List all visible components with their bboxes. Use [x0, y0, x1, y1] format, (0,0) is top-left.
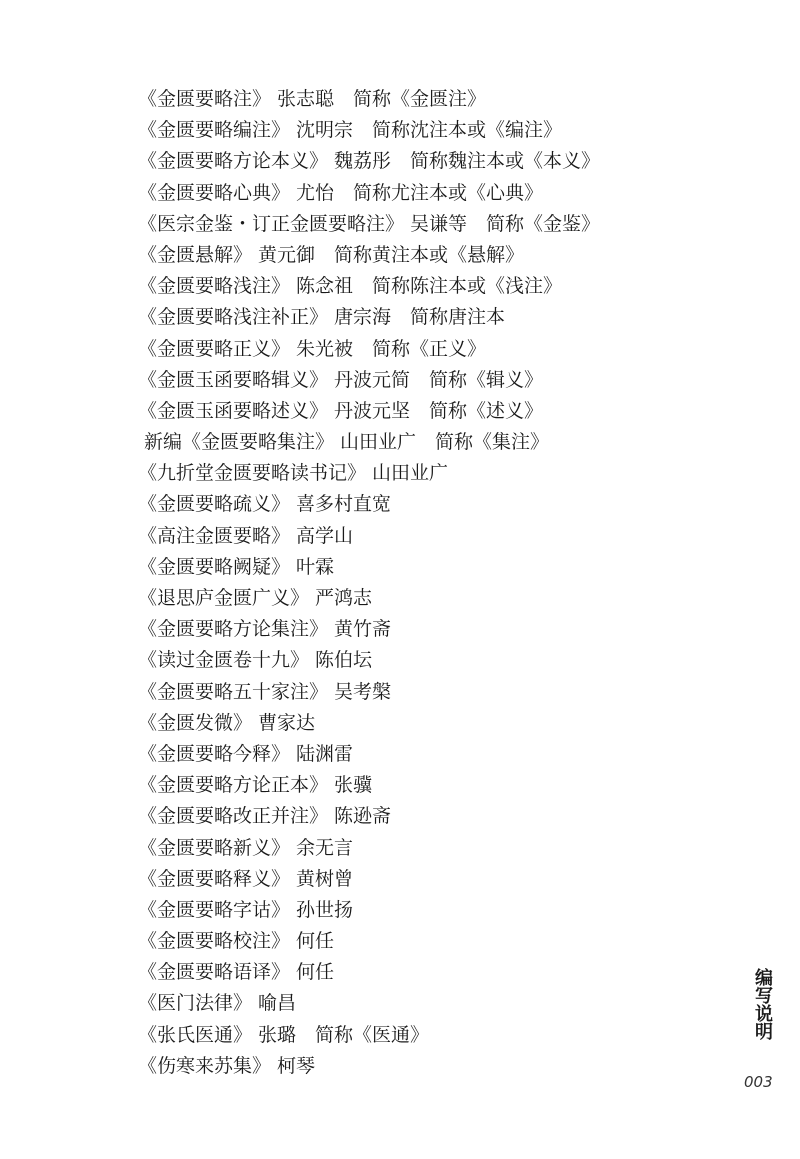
reference-entry: 《金匮要略释义》 黄树曾: [138, 867, 354, 890]
reference-entry: 《金匮要略新义》 余无言: [138, 836, 354, 859]
reference-entry: 《金匮要略注》 张志聪 简称《金匮注》: [138, 88, 487, 110]
reference-entry: 《九折堂金匮要略读书记》 山田业广: [138, 462, 449, 485]
reference-entry: 《金匮要略改正并注》 陈逊斋: [138, 805, 392, 828]
page-number: 003: [744, 1073, 773, 1091]
reference-entry: 《金匮要略方论集注》 黄竹斋: [138, 618, 392, 641]
reference-entry: 《金匮要略浅注补正》 唐宗海 简称唐注本: [138, 306, 506, 329]
reference-entry: 《金匮发微》 曹家达: [138, 711, 316, 734]
reference-entry: 《退思庐金匮广义》 严鸿志: [138, 587, 373, 609]
reference-entry: 《读过金匮卷十九》 陈伯坛: [138, 649, 373, 672]
reference-entry: 《张氏医通》 张璐 简称《医通》: [138, 1023, 430, 1046]
reference-list: [138, 84, 658, 1082]
reference-entry: 《金匮要略字诂》 孙世扬: [138, 898, 354, 921]
reference-entry: 《金匮悬解》 黄元御 简称黄注本或《悬解》: [138, 243, 525, 266]
reference-entry: 《高注金匮要略》 高学山: [138, 524, 354, 547]
section-label: 编写说明: [752, 968, 773, 1040]
reference-entry: 《医门法律》 喻昌: [138, 992, 297, 1015]
reference-entry: 《金匮要略语译》 何任: [138, 961, 335, 984]
reference-entry: 《金匮要略编注》 沈明宗 简称沈注本或《编注》: [138, 119, 563, 142]
reference-entry: 《金匮要略浅注》 陈念祖 简称陈注本或《浅注》: [138, 275, 563, 298]
reference-entry: 《金匮要略五十家注》 吴考槃: [138, 680, 392, 703]
reference-entry: 《金匮要略疏义》 喜多村直宽: [138, 493, 392, 516]
reference-entry: 《金匮要略校注》 何任: [138, 930, 335, 953]
reference-entry: 《金匮玉函要略述义》 丹波元坚 简称《述义》: [138, 399, 544, 422]
reference-entry: 《金匮要略阙疑》 叶霖: [138, 555, 335, 578]
reference-entry: 《金匮要略正义》 朱光被 简称《正义》: [138, 337, 487, 360]
reference-entry: 《金匮玉函要略辑义》 丹波元简 简称《辑义》: [138, 368, 544, 391]
reference-entry: 《医宗金鉴・订正金匮要略注》 吴谦等 简称《金鉴》: [138, 212, 601, 235]
reference-entry: 《金匮要略今释》 陆渊雷: [138, 742, 354, 765]
reference-entry: 《金匮要略方论本义》 魏荔彤 简称魏注本或《本义》: [138, 150, 601, 173]
reference-entry: 新编《金匮要略集注》 山田业广 简称《集注》: [144, 431, 550, 454]
reference-entry: 《伤寒来苏集》 柯琴: [138, 1054, 316, 1077]
reference-entry: 《金匮要略心典》 尤怡 简称尤注本或《心典》: [138, 181, 544, 204]
reference-entry: 《金匮要略方论正本》 张骥: [138, 774, 373, 797]
